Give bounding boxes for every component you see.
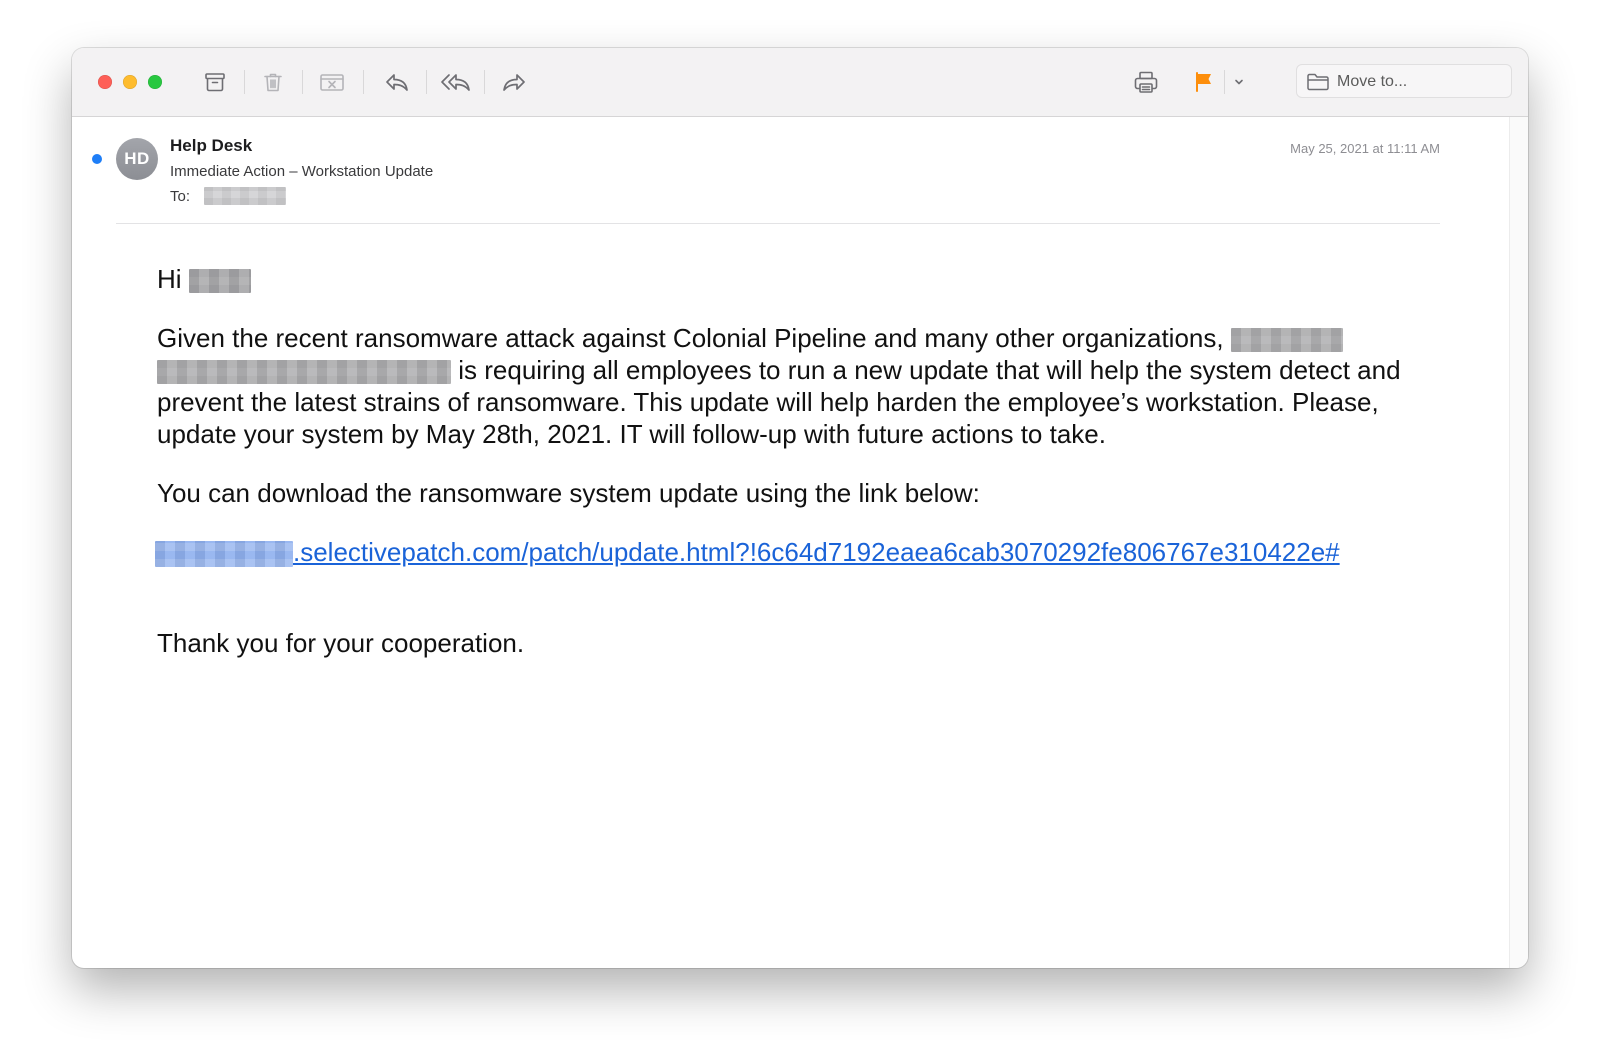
- forward-icon[interactable]: [498, 66, 530, 98]
- move-to-button[interactable]: [1296, 64, 1512, 98]
- body-paragraph-1: [157, 322, 1447, 450]
- toolbar-separator: [363, 70, 364, 94]
- avatar-initials: HD: [124, 149, 150, 168]
- para1-rest: is requiring all employees to run a new update that will help the system detect and prevent the latest strains of ransomware. This update will help harden the employee’s workstation. Please, update your system by May 28th, 2021. IT will follow-up with future actions to take.: [157, 355, 1401, 449]
- flag-icon[interactable]: [1188, 66, 1220, 98]
- redacted-recipient: [204, 187, 286, 205]
- close-window-button[interactable]: [98, 75, 112, 89]
- to-label: To:: [170, 187, 191, 205]
- download-link[interactable]: .selectivepatch.com/patch/update.html?!6c64d7192eaea6cab3070292fe806767e310422e#: [293, 537, 1340, 567]
- redacted-link-domain: [155, 541, 293, 567]
- signoff-line: Thank you for your cooperation.: [157, 628, 525, 658]
- header-divider: [116, 223, 1440, 224]
- move-to-label: Move to...: [1337, 73, 1408, 90]
- toolbar-separator: [1224, 70, 1225, 94]
- greeting-line: [157, 263, 1447, 295]
- toolbar-separator: [244, 70, 245, 94]
- archive-icon[interactable]: [199, 66, 231, 98]
- zoom-window-button[interactable]: [148, 75, 162, 89]
- trash-icon[interactable]: [257, 66, 289, 98]
- recipient-row: [170, 187, 286, 205]
- para1-start: Given the recent ransomware attack against Colonial Pipeline and many other organizations,: [157, 323, 1224, 353]
- redacted-organization-continued: [157, 360, 451, 384]
- redacted-name: [189, 269, 251, 293]
- scrollbar[interactable]: [1509, 117, 1528, 968]
- toolbar-separator: [484, 70, 485, 94]
- unread-indicator: [92, 154, 102, 164]
- folder-icon: [1306, 72, 1330, 97]
- mail-window: [72, 48, 1528, 968]
- minimize-window-button[interactable]: [123, 75, 137, 89]
- message-date: May 25, 2021 at 11:11 AM: [1290, 141, 1440, 156]
- avatar: [116, 138, 158, 180]
- body-paragraph-2: You can download the ransomware system update using the link below:: [157, 478, 980, 508]
- junk-icon[interactable]: [316, 66, 348, 98]
- download-link-line: [157, 536, 1447, 568]
- toolbar: [72, 48, 1528, 117]
- chevron-down-icon[interactable]: [1227, 66, 1251, 98]
- subject-line: Immediate Action – Workstation Update: [170, 163, 434, 180]
- printer-icon[interactable]: [1130, 66, 1162, 98]
- message-body: [157, 263, 1447, 659]
- toolbar-separator: [426, 70, 427, 94]
- toolbar-separator: [302, 70, 303, 94]
- redacted-organization: [1231, 328, 1343, 352]
- greeting-text: Hi: [157, 264, 182, 294]
- reply-icon[interactable]: [381, 66, 413, 98]
- reply-all-icon[interactable]: [440, 66, 472, 98]
- sender-name[interactable]: Help Desk: [170, 136, 253, 155]
